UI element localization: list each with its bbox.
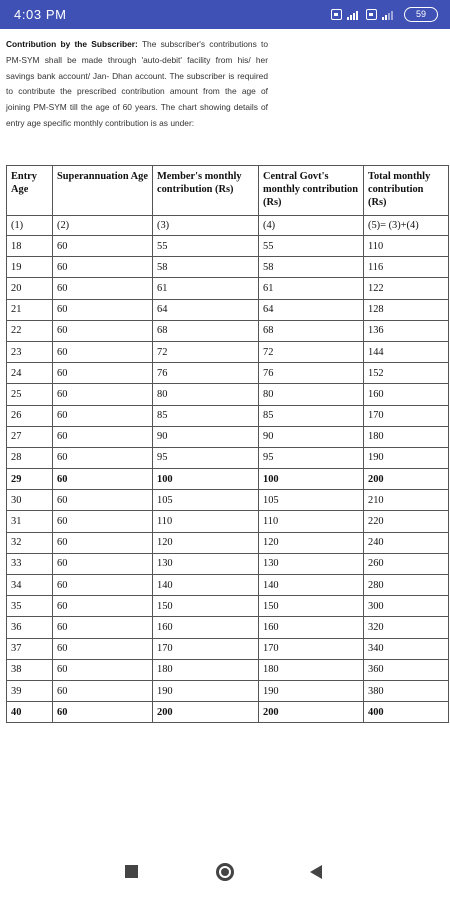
table-cell: 64 (153, 299, 259, 320)
navigation-bar (0, 848, 450, 900)
table-cell: 72 (153, 341, 259, 362)
table-cell: 180 (153, 659, 259, 680)
table-cell: 140 (153, 575, 259, 596)
table-header-cell: Entry Age (7, 166, 53, 216)
table-cell: 136 (364, 320, 449, 341)
table-cell: 40 (7, 702, 53, 723)
table-header-cell: Member's monthly contribution (Rs) (153, 166, 259, 216)
page-content (0, 29, 450, 718)
table-row (7, 575, 449, 596)
table-cell: 130 (153, 553, 259, 574)
table-cell: 55 (259, 236, 364, 257)
table-cell: 60 (53, 596, 153, 617)
table-cell: 220 (364, 511, 449, 532)
table-cell: 18 (7, 236, 53, 257)
column-number-cell: (1) (7, 216, 53, 236)
status-bar (0, 0, 450, 29)
table-cell: 80 (153, 384, 259, 405)
table-cell: 110 (364, 236, 449, 257)
table-row (7, 363, 449, 384)
table-cell: 21 (7, 299, 53, 320)
table-row (7, 257, 449, 278)
table-cell: 24 (7, 363, 53, 384)
table-cell: 170 (259, 638, 364, 659)
column-number-cell: (4) (259, 216, 364, 236)
table-cell: 60 (53, 702, 153, 723)
column-number-cell: (3) (153, 216, 259, 236)
table-cell: 122 (364, 278, 449, 299)
table-cell: 60 (53, 363, 153, 384)
table-row (7, 490, 449, 511)
table-cell: 76 (153, 363, 259, 384)
table-cell: 144 (364, 341, 449, 362)
table-cell: 110 (153, 511, 259, 532)
table-cell: 320 (364, 617, 449, 638)
table-cell: 170 (364, 405, 449, 426)
table-cell: 190 (153, 680, 259, 701)
table-row (7, 638, 449, 659)
home-circle-icon[interactable] (216, 863, 234, 881)
table-cell: 60 (53, 617, 153, 638)
table-cell: 32 (7, 532, 53, 553)
table-cell: 85 (153, 405, 259, 426)
table-cell: 37 (7, 638, 53, 659)
table-row (7, 553, 449, 574)
table-cell: 60 (53, 299, 153, 320)
status-icons (331, 7, 438, 22)
back-triangle-icon[interactable] (310, 865, 322, 879)
table-cell: 170 (153, 638, 259, 659)
table-cell: 20 (7, 278, 53, 299)
table-cell: 25 (7, 384, 53, 405)
table-cell: 60 (53, 638, 153, 659)
contribution-table (6, 165, 449, 723)
table-cell: 116 (364, 257, 449, 278)
table-cell: 105 (153, 490, 259, 511)
sim-icon (331, 9, 342, 20)
table-cell: 60 (53, 257, 153, 278)
table-cell: 68 (259, 320, 364, 341)
table-body (7, 216, 449, 723)
table-cell: 95 (153, 447, 259, 468)
table-cell: 190 (259, 680, 364, 701)
table-cell: 340 (364, 638, 449, 659)
table-cell: 60 (53, 490, 153, 511)
intro-text: The subscriber's contributions to PM-SYM shall be made through 'auto-debit' facility from his/ her savings bank account/ Jan- Dhan account. The subscriber is required to contribute the prescribed contribution amount from the age of joining PM-SYM till the age of 60 years. The chart showing details of entry age specific monthly contribution is as under: (6, 39, 268, 128)
table-cell: 61 (259, 278, 364, 299)
table-row (7, 680, 449, 701)
battery-icon: 59 (404, 7, 438, 22)
table-cell: 380 (364, 680, 449, 701)
table-cell: 36 (7, 617, 53, 638)
table-cell: 180 (364, 426, 449, 447)
table-cell: 38 (7, 659, 53, 680)
table-row (7, 320, 449, 341)
table-cell: 76 (259, 363, 364, 384)
table-cell: 60 (53, 511, 153, 532)
table-row (7, 659, 449, 680)
table-cell: 60 (53, 278, 153, 299)
table-cell: 60 (53, 447, 153, 468)
table-cell: 95 (259, 447, 364, 468)
table-cell: 58 (153, 257, 259, 278)
table-cell: 60 (53, 553, 153, 574)
table-cell: 64 (259, 299, 364, 320)
table-cell: 130 (259, 553, 364, 574)
table-header-cell: Total monthly contribution (Rs) (364, 166, 449, 216)
status-time: 4:03 PM (14, 7, 67, 22)
table-cell: 23 (7, 341, 53, 362)
table-cell: 280 (364, 575, 449, 596)
table-row (7, 532, 449, 553)
table-cell: 80 (259, 384, 364, 405)
table-cell: 90 (259, 426, 364, 447)
intro-paragraph (0, 29, 450, 157)
table-row (7, 236, 449, 257)
column-number-row (7, 216, 449, 236)
table-cell: 160 (364, 384, 449, 405)
table-row (7, 511, 449, 532)
table-row (7, 447, 449, 468)
table-row (7, 702, 449, 723)
table-cell: 68 (153, 320, 259, 341)
table-cell: 60 (53, 320, 153, 341)
table-cell: 85 (259, 405, 364, 426)
table-cell: 90 (153, 426, 259, 447)
table-cell: 400 (364, 702, 449, 723)
table-cell: 31 (7, 511, 53, 532)
table-cell: 27 (7, 426, 53, 447)
table-cell: 33 (7, 553, 53, 574)
table-cell: 360 (364, 659, 449, 680)
intro-heading: Contribution by the Subscriber: (6, 39, 138, 49)
table-cell: 60 (53, 236, 153, 257)
column-number-cell: (2) (53, 216, 153, 236)
table-cell: 61 (153, 278, 259, 299)
table-cell: 105 (259, 490, 364, 511)
table-cell: 120 (153, 532, 259, 553)
column-number-cell: (5)= (3)+(4) (364, 216, 449, 236)
signal-icon (347, 9, 361, 20)
table-cell: 200 (364, 469, 449, 490)
table-cell: 19 (7, 257, 53, 278)
table-row (7, 596, 449, 617)
table-cell: 190 (364, 447, 449, 468)
table-cell: 240 (364, 532, 449, 553)
table-row (7, 341, 449, 362)
table-cell: 60 (53, 384, 153, 405)
table-header-cell: Central Govt's monthly contribution (Rs) (259, 166, 364, 216)
table-cell: 152 (364, 363, 449, 384)
table-cell: 30 (7, 490, 53, 511)
table-cell: 60 (53, 341, 153, 362)
table-cell: 35 (7, 596, 53, 617)
table-cell: 150 (259, 596, 364, 617)
table-cell: 260 (364, 553, 449, 574)
table-row (7, 469, 449, 490)
table-row (7, 299, 449, 320)
table-cell: 22 (7, 320, 53, 341)
table-cell: 110 (259, 511, 364, 532)
table-cell: 60 (53, 680, 153, 701)
table-cell: 55 (153, 236, 259, 257)
table-cell: 28 (7, 447, 53, 468)
table-row (7, 426, 449, 447)
table-header-row (7, 166, 449, 216)
table-cell: 140 (259, 575, 364, 596)
table-cell: 60 (53, 469, 153, 490)
table-cell: 39 (7, 680, 53, 701)
table-row (7, 405, 449, 426)
table-cell: 60 (53, 659, 153, 680)
table-cell: 200 (153, 702, 259, 723)
table-cell: 120 (259, 532, 364, 553)
table-cell: 180 (259, 659, 364, 680)
signal-icon (382, 9, 396, 20)
table-cell: 34 (7, 575, 53, 596)
table-cell: 60 (53, 405, 153, 426)
table-cell: 60 (53, 532, 153, 553)
table-cell: 160 (153, 617, 259, 638)
table-cell: 60 (53, 426, 153, 447)
table-cell: 150 (153, 596, 259, 617)
table-cell: 100 (259, 469, 364, 490)
table-cell: 100 (153, 469, 259, 490)
table-cell: 200 (259, 702, 364, 723)
table-row (7, 384, 449, 405)
table-cell: 29 (7, 469, 53, 490)
table-row (7, 278, 449, 299)
table-cell: 300 (364, 596, 449, 617)
recents-square-icon[interactable] (125, 865, 138, 878)
table-cell: 26 (7, 405, 53, 426)
table-cell: 72 (259, 341, 364, 362)
table-cell: 58 (259, 257, 364, 278)
table-header-cell: Superannuation Age (53, 166, 153, 216)
table-cell: 210 (364, 490, 449, 511)
table-cell: 128 (364, 299, 449, 320)
table-row (7, 617, 449, 638)
sim-icon (366, 9, 377, 20)
table-cell: 60 (53, 575, 153, 596)
table-cell: 160 (259, 617, 364, 638)
